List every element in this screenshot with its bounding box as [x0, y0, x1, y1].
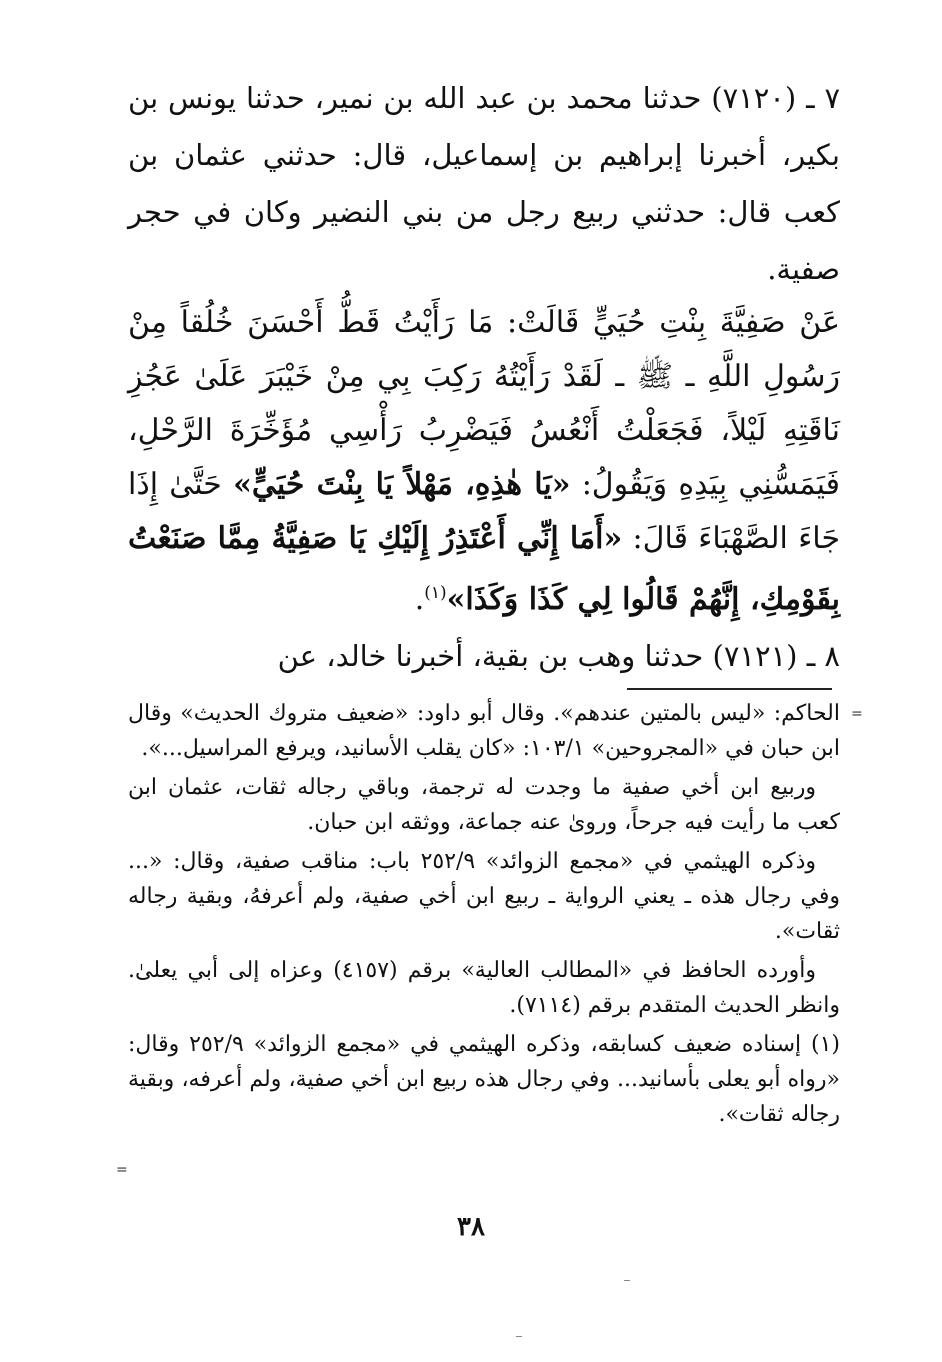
footnote-paragraph: وذكره الهيثمي في «مجمع الزوائد» ٢٥٢/٩ باب: مناقب صفية، وقال: «... وفي رجال هذه ـ يعني الرواية ـ ربيع ابن أخي صفية، ولم أعرفهُ، وبقية رجاله ثقات».	[128, 849, 840, 944]
matn-end: .	[414, 582, 425, 617]
hadith-7-matn	[128, 296, 840, 627]
matn-text-1: عَنْ صَفِيَّةَ بِنْتِ حُيَيٍّ قَالَتْ: مَا رَأَيْتُ قَطُّ أَحْسَنَ خُلُقاً مِنْ رَسُولِ اللَّهِ ـ ﷺ ـ لَقَدْ رَأَيْتُهُ رَكِبَ بِي مِنْ خَيْبَرَ عَلَىٰ عَجُزِ نَاقَتِهِ لَيْلاً، فَجَعَلْتُ أَنْعُسُ فَيَضْرِبُ رَأْسِي مُؤَخِّرَةَ الرَّحْلِ، فَيَمَسُّنِي بِيَدِهِ وَيَقُولُ:	[128, 305, 840, 502]
hadith-7-number: ٧ ـ	[806, 81, 841, 115]
footnote-separator	[627, 688, 832, 690]
footnote-paragraph: الحاكم: «ليس بالمتين عندهم». وقال أبو داود: «ضعيف متروك الحديث» وقال ابن حبان في «المجروحين» ١٠٣/١: «كان يقلب الأسانيد، ويرفع المراسيل...».	[128, 701, 840, 761]
footnote-ref-1: (١)	[424, 583, 447, 603]
footnote-paragraph: وأورده الحافظ في «المطالب العالية» برقم (٤١٥٧) وعزاه إلى أبي يعلىٰ. وانظر الحديث المتقدم برقم (٧١١٤).	[128, 958, 840, 1018]
scan-speck	[624, 1280, 630, 1281]
continuation-mark-bottom: =	[116, 1162, 128, 1178]
footnotes	[128, 696, 840, 1136]
scan-speck	[516, 1336, 522, 1337]
page-number: ٣٨	[457, 1212, 485, 1242]
hadith-7-chain: حدثنا محمد بن عبد الله بن نمير، حدثنا يونس بن بكير، أخبرنا إبراهيم بن إسماعيل، قال: حدثني عثمان بن كعب قال: حدثني ربيع رجل من بني النضير وكان في حجر صفية.	[128, 81, 840, 286]
footnote-1: (١) إسناده ضعيف كسابقه، وذكره الهيثمي في «مجمع الزوائد» ٢٥٢/٩ وقال: «رواه أبو يعلى بأسانيد... وفي رجال هذه ربيع ابن أخي صفية، ولم أعرفه، وبقية رجاله ثقات».	[128, 1032, 840, 1127]
hadith-8-number: ٨ ـ	[806, 639, 840, 673]
continuation-mark-top: =	[851, 706, 863, 722]
hadith-8-reference: (٧١٢١)	[712, 639, 798, 673]
hadith-8-chain: حدثنا وهب بن بقية، أخبرنا خالد، عن	[277, 639, 704, 673]
matn-quote-2: «أَمَا إِنِّي أَعْتَذِرُ إِلَيْكِ يَا صَفِيَّةُ مِمَّا صَنَعْتُ بِقَوْمِكِ، إِنَّهُمْ قَالُوا لِي كَذَا وَكَذَا»	[128, 521, 840, 617]
footnote-paragraph: وربيع ابن أخي صفية ما وجدت له ترجمة، وباقي رجاله ثقات، عثمان ابن كعب ما رأيت فيه جرحاً، وروىٰ عنه جماعة، ووثقه ابن حبان.	[128, 775, 840, 835]
matn-quote-1: «يَا هٰذِهِ، مَهْلاً يَا بِنْتَ حُيَيٍّ»	[233, 467, 571, 502]
hadith-7-isnad	[128, 70, 840, 298]
hadith-8-isnad	[128, 628, 840, 685]
matn-text-2: حَتَّىٰ إِذَا جَاءَ الصَّهْبَاءَ قَالَ:	[128, 467, 840, 556]
hadith-7-reference: (٧١٢٠)	[711, 81, 797, 115]
